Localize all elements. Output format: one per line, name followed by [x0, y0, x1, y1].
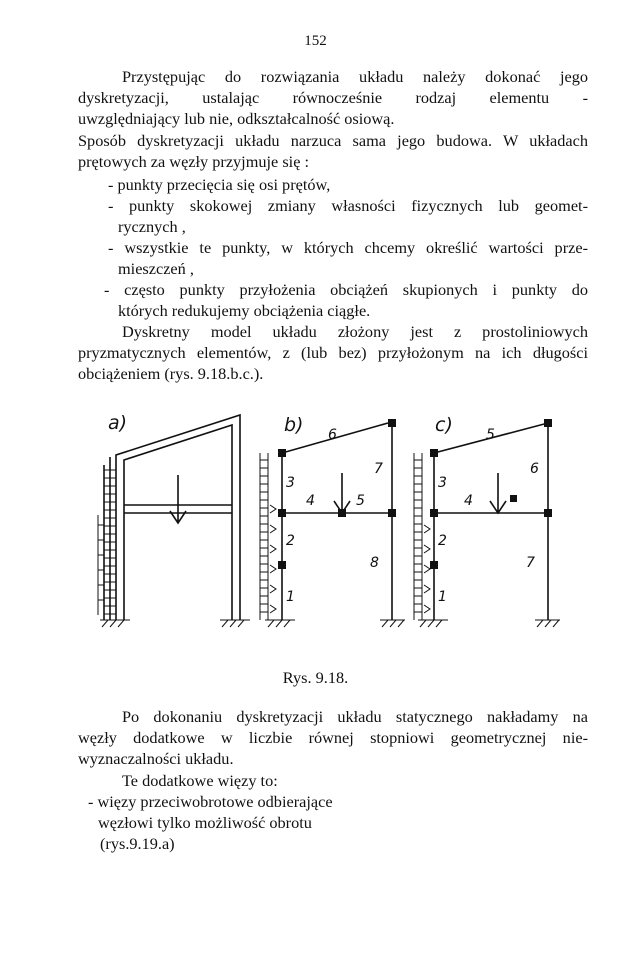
text-line: uwzględniający lub nie, odkształcalność osiową. — [78, 109, 395, 128]
list-item-continuation: (rys.9.19.a) — [100, 834, 175, 853]
frame-a — [98, 415, 250, 627]
paragraph-model — [78, 321, 588, 384]
element-number: 7 — [526, 555, 535, 571]
figure-label-c: c) — [435, 414, 453, 436]
paragraph-extra-constraints — [78, 770, 588, 854]
list-item-continuation: rycznych , — [118, 217, 186, 236]
element-number: 3 — [286, 475, 295, 491]
node-list — [78, 174, 588, 321]
list-item: - punkty skokowej zmiany własności fizycznych lub geomet- — [108, 196, 588, 215]
text-line: Sposób dyskretyzacji układu narzuca sama jego budowa. W układach — [78, 131, 588, 150]
element-number: 5 — [356, 493, 365, 509]
text-line: prętowych za węzły przyjmuje się : — [78, 152, 310, 171]
list-item-continuation: węzłowi tylko możliwość obrotu — [98, 813, 312, 832]
text-line: dyskretyzacji, ustalając równocześnie rodzaj elementu - — [78, 88, 588, 107]
paragraph-intro — [78, 66, 588, 129]
figure-9-18 — [80, 405, 590, 645]
text-line: Dyskretny model układu złożony jest z prostoliniowych — [122, 322, 588, 341]
page-number: 152 — [304, 33, 327, 49]
element-number: 4 — [306, 493, 315, 509]
figure-label-b: b) — [284, 414, 304, 436]
list-item: - często punkty przyłożenia obciążeń skupionych i punkty do — [104, 280, 588, 299]
paragraph-constraints — [78, 706, 588, 769]
list-item-continuation: których redukujemy obciążenia ciągłe. — [118, 301, 371, 320]
element-number: 4 — [464, 493, 473, 509]
text-line: obciążeniem (rys. 9.18.b.c.). — [78, 364, 264, 383]
text-line: węzły dodatkowe w liczbie równej stopniowi geometrycznej nie- — [78, 728, 588, 747]
figure-label-a: a) — [108, 412, 128, 434]
element-number: 2 — [286, 533, 295, 549]
element-number: 7 — [374, 461, 383, 477]
element-number: 8 — [370, 555, 379, 571]
text-line: Przystępując do rozwiązania układu należy dokonać jego — [122, 67, 588, 86]
element-number: 1 — [438, 589, 447, 605]
paragraph-discretization — [78, 130, 588, 172]
figure-caption: Rys. 9.18. — [282, 668, 349, 687]
element-number: 1 — [286, 589, 295, 605]
element-number: 6 — [530, 461, 539, 477]
element-number: 2 — [438, 533, 447, 549]
text-line: Po dokonaniu dyskretyzacji układu statycznego nakładamy na — [122, 707, 588, 726]
text-line: wyznaczalności układu. — [78, 749, 234, 768]
text-line: pryzmatycznych elementów, z (lub bez) przyłożonym na ich długości — [78, 343, 588, 362]
list-item: - punkty przecięcia się osi prętów, — [108, 175, 331, 194]
list-item: - więzy przeciwobrotowe odbierające — [88, 792, 333, 811]
text-line: Te dodatkowe więzy to: — [122, 771, 278, 790]
element-number: 5 — [486, 427, 495, 443]
element-number: 3 — [438, 475, 447, 491]
node-markers — [278, 419, 552, 569]
list-item: - wszystkie te punkty, w których chcemy określić wartości prze- — [108, 238, 588, 257]
element-number: 6 — [328, 427, 337, 443]
list-item-continuation: mieszczeń , — [118, 259, 194, 278]
